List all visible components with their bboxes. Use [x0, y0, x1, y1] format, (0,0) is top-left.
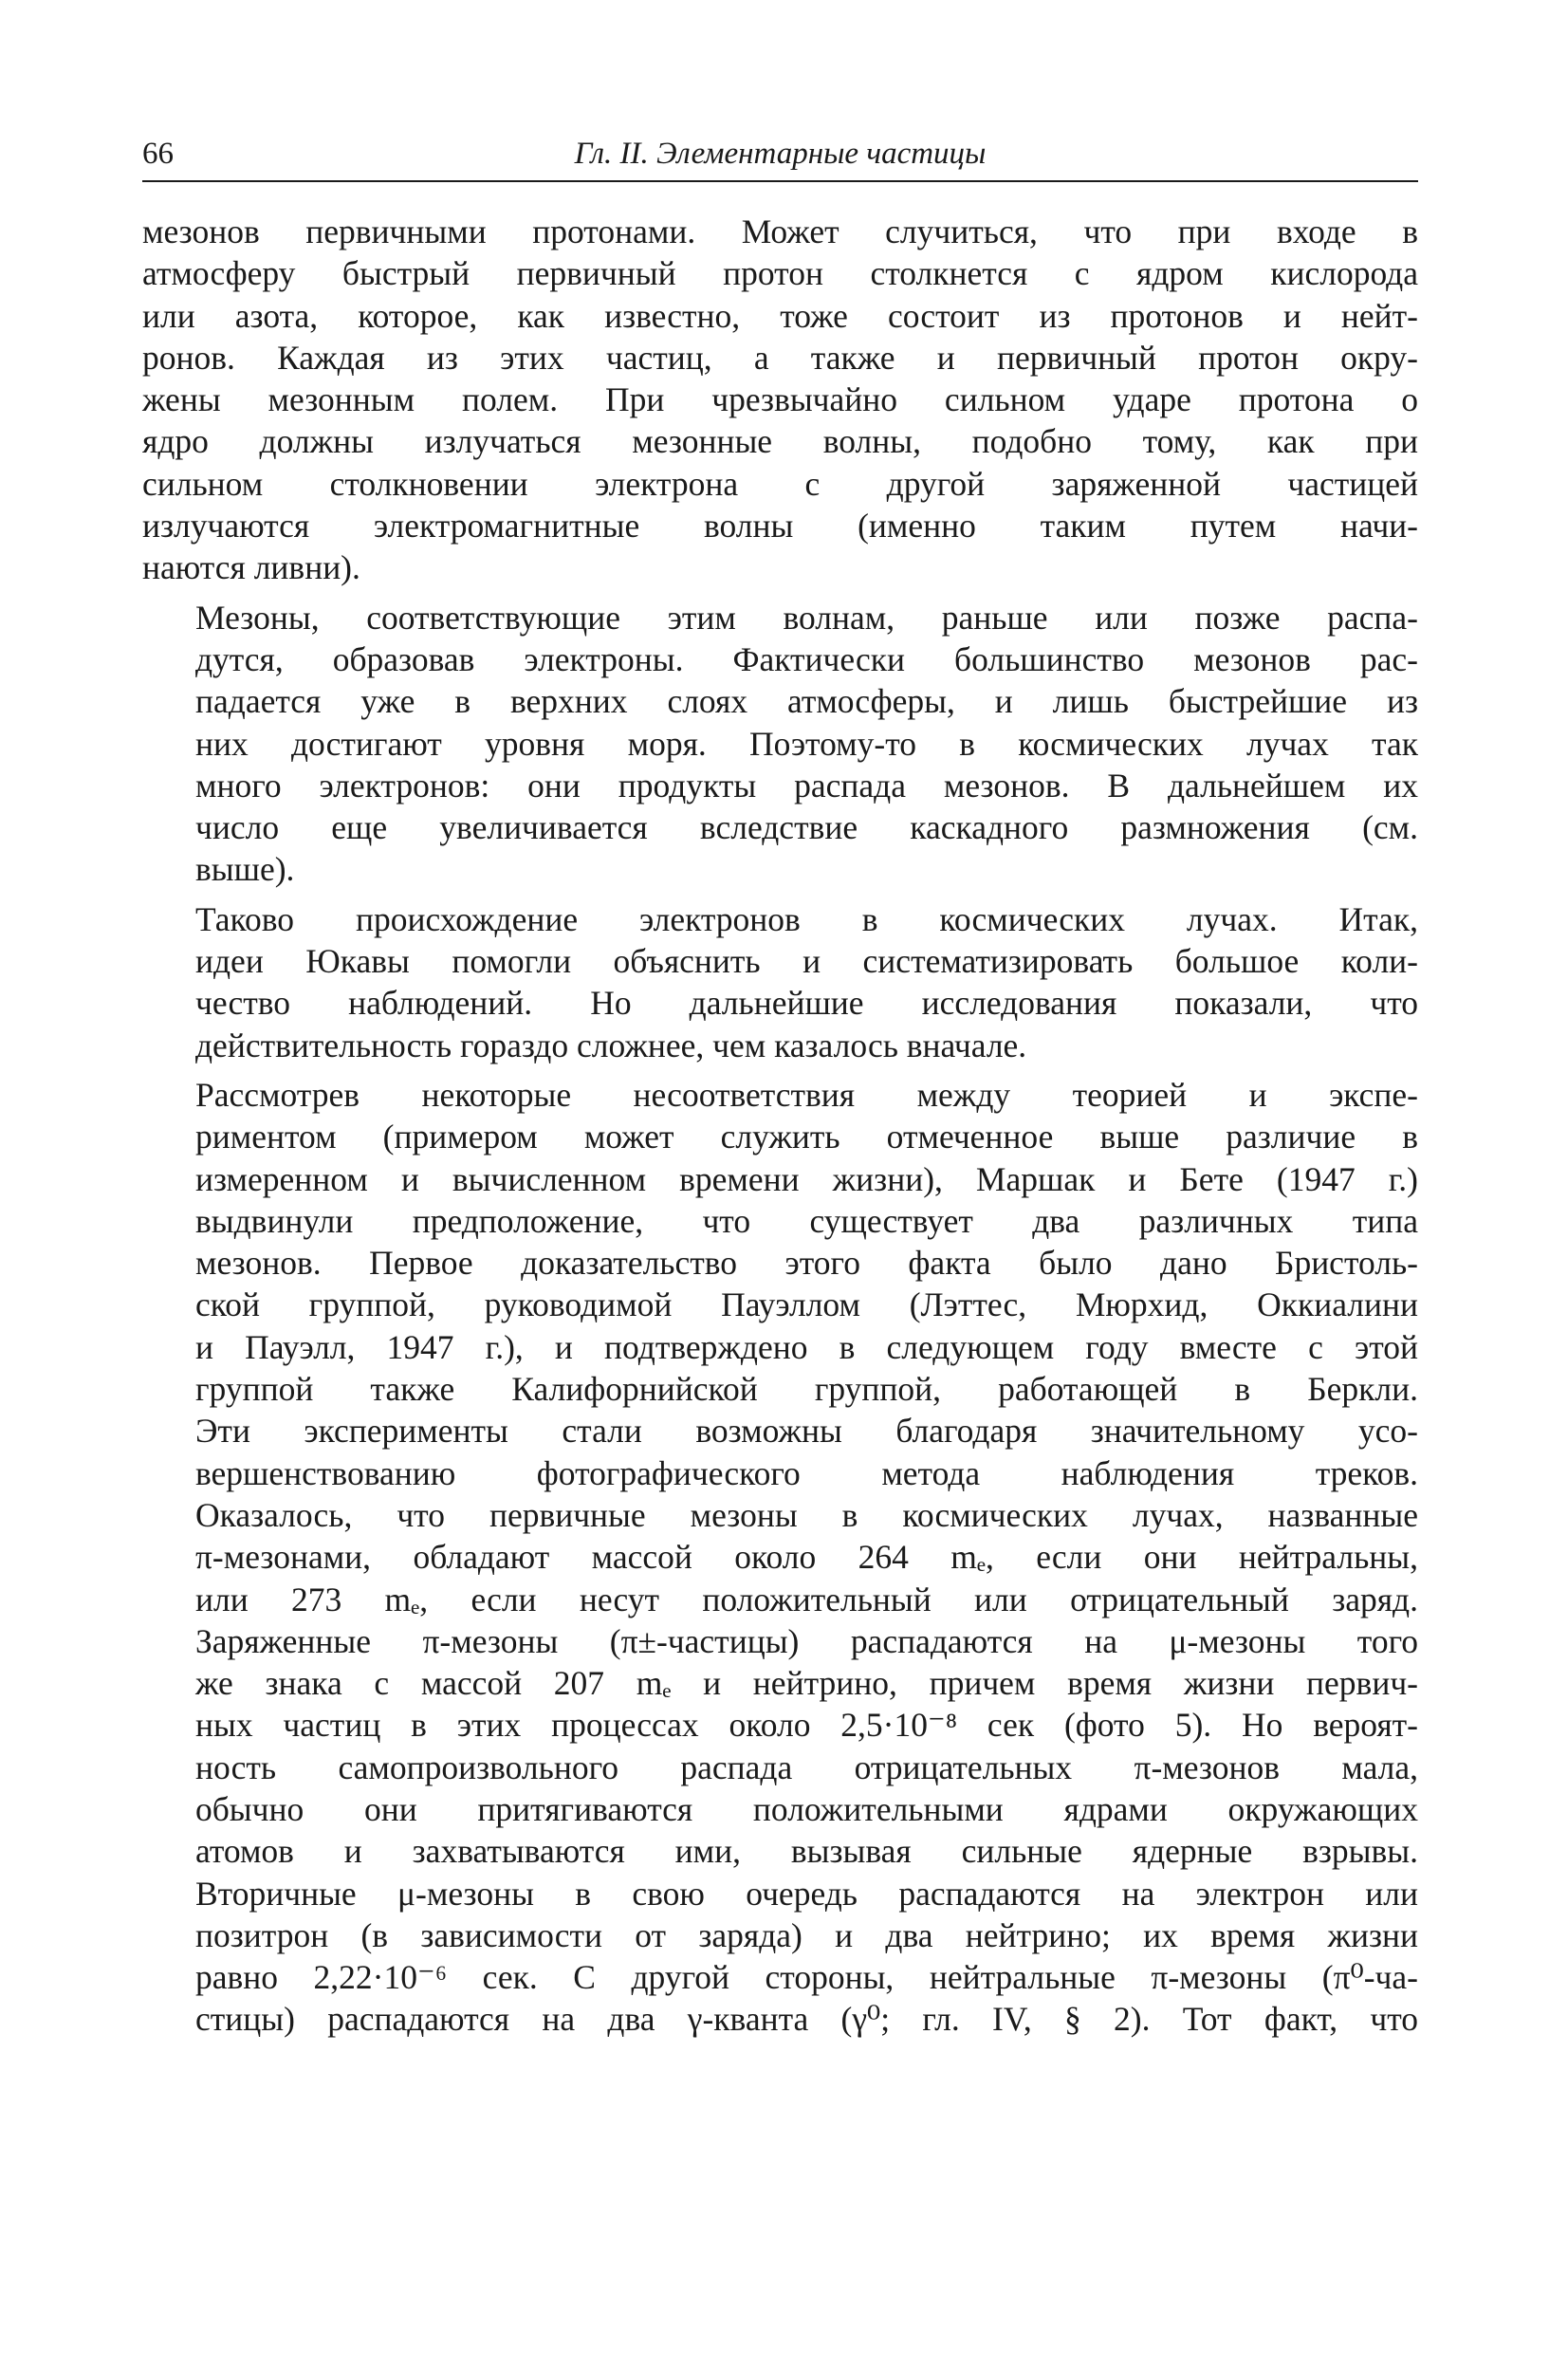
text-line: атмосферу быстрый первичный протон столкнется с ядром кислорода — [142, 254, 1418, 293]
text-line: Оказалось, что первичные мезоны в космических лучах, названные — [195, 1495, 1418, 1534]
text-line: ядро должны излучаться мезонные волны, подобно тому, как при — [142, 422, 1418, 461]
text-line: много электронов: они продукты распада мезонов. В дальнейшем их — [195, 766, 1418, 804]
text-line: мезонов. Первое доказательство этого факта было дано Бристоль- — [195, 1244, 1418, 1283]
text-line: идеи Юкавы помогли объяснить и систематизировать большое коли- — [195, 942, 1418, 981]
text-line: позитрон (в зависимости от заряда) и два нейтрино; их время жизни — [195, 1915, 1418, 1954]
text-line: жены мезонным полем. При чрезвычайно сильном ударе протона о — [142, 380, 1418, 419]
text-line: Таково происхождение электронов в космических лучах. Итак, — [195, 899, 1418, 938]
text-line: дутся, образовав электроны. Фактически большинство мезонов рас- — [195, 639, 1418, 678]
text-line: падается уже в верхних слоях атмосферы, и лишь быстрейшие из — [195, 682, 1418, 721]
text-line: обычно они притягиваются положительными ядрами окружающих — [195, 1789, 1418, 1828]
text-line: ронов. Каждая из этих частиц, а также и первичный протон окру- — [142, 338, 1418, 377]
text-line: Вторичные μ-мезоны в свою очередь распадаются на электрон или — [195, 1874, 1418, 1913]
text-line: действительность гораздо сложнее, чем казалось вначале. — [195, 1026, 1027, 1064]
paragraph-1 — [142, 211, 1418, 589]
text-line: них достигают уровня моря. Поэтому-то в космических лучах так — [195, 724, 1418, 763]
text-line: атомов и захватываются ими, вызывая сильные ядерные взрывы. — [195, 1832, 1418, 1871]
page-header — [142, 131, 1418, 182]
paragraph-2 — [142, 597, 1418, 891]
text-line: или азота, которое, как известно, тоже состоит из протонов и нейт- — [142, 296, 1418, 335]
text-line: ской группой, руководимой Пауэллом (Лэттес, Мюрхид, Оккиалини — [195, 1285, 1418, 1324]
paragraph-3 — [142, 898, 1418, 1066]
page-number: 66 — [142, 137, 174, 171]
text-line: вершенствованию фотографического метода наблюдения треков. — [195, 1453, 1418, 1492]
text-line: же знака с массой 207 mₑ и нейтрино, причем время жизни первич- — [195, 1664, 1418, 1703]
text-line: мезонов первичными протонами. Может случиться, что при входе в — [142, 213, 1418, 250]
text-line: и Пауэлл, 1947 г.), и подтверждено в следующем году вместе с этой — [195, 1327, 1418, 1366]
text-line: равно 2,22·10⁻⁶ сек. С другой стороны, нейтральные π-мезоны (π⁰-ча- — [195, 1958, 1418, 1997]
text-line: группой также Калифорнийской группой, работающей в Беркли. — [195, 1370, 1418, 1409]
text-line: выше). — [195, 850, 295, 889]
text-line: ность самопроизвольного распада отрицательных π-мезонов мала, — [195, 1748, 1418, 1786]
text-line: или 273 mₑ, если несут положительный или отрицательный заряд. — [195, 1580, 1418, 1618]
text-line: наются ливни). — [142, 548, 360, 587]
text-line: Рассмотрев некоторые несоответствия между теорией и экспе- — [195, 1075, 1418, 1114]
text-line: стицы) распадаются на два γ-кванта (γ⁰; гл. IV, § 2). Тот факт, что — [195, 2000, 1418, 2039]
text-line: Заряженные π-мезоны (π±-частицы) распадаются на μ-мезоны того — [195, 1621, 1418, 1660]
text-line: число еще увеличивается вследствие каскадного размножения (см. — [195, 808, 1418, 847]
text-line: выдвинули предположение, что существует два различных типа — [195, 1201, 1418, 1240]
text-line: ных частиц в этих процессах около 2,5·10⁻⁸ сек (фото 5). Но вероят- — [195, 1706, 1418, 1745]
text-line: риментом (примером может служить отмеченное выше различие в — [195, 1118, 1418, 1156]
text-line: сильном столкновении электрона с другой заряженной частицей — [142, 464, 1418, 503]
text-line: измеренном и вычисленном времени жизни), Маршак и Бете (1947 г.) — [195, 1159, 1418, 1198]
text-line: Мезоны, соответствующие этим волнам, раньше или позже распа- — [195, 598, 1418, 637]
text-line: Эти эксперименты стали возможны благодаря значительному усо- — [195, 1412, 1418, 1451]
paragraph-4 — [142, 1074, 1418, 2041]
body-text — [142, 211, 1418, 2048]
text-line: π-мезонами, обладают массой около 264 mₑ, если они нейтральны, — [195, 1538, 1418, 1577]
running-title: Гл. II. Элементарные частицы — [574, 137, 987, 171]
text-line: излучаются электромагнитные волны (именно таким путем начи- — [142, 507, 1418, 546]
text-line: чество наблюдений. Но дальнейшие исследования показали, что — [195, 984, 1418, 1023]
